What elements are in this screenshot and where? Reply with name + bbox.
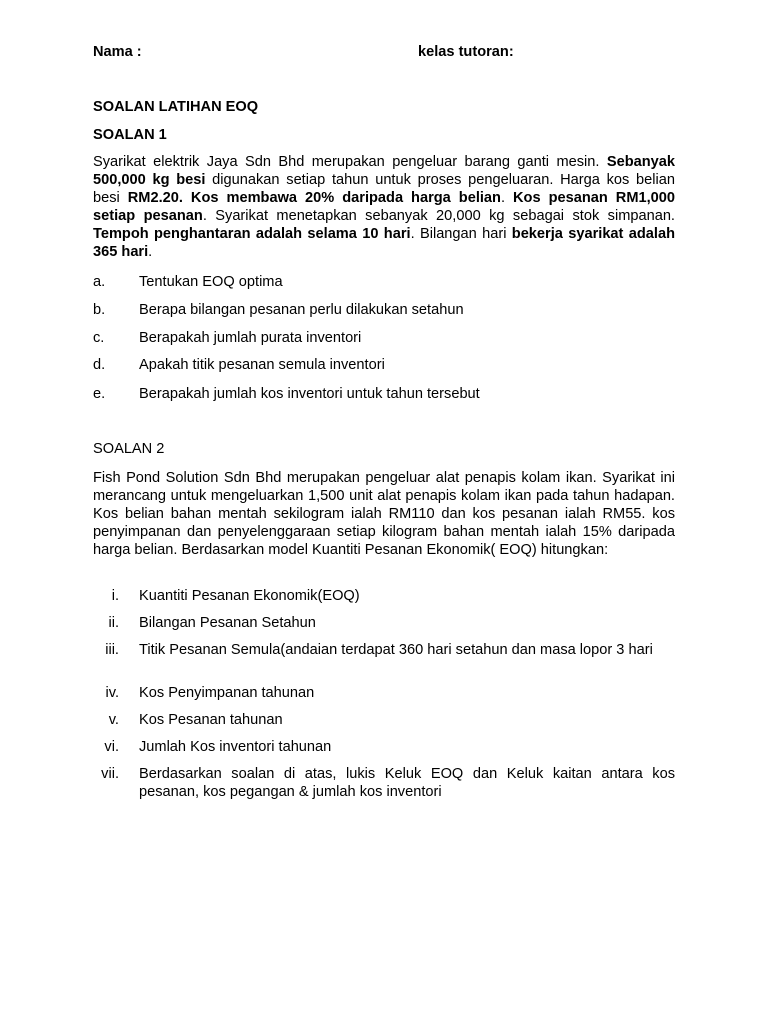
document-title: SOALAN LATIHAN EOQ <box>93 99 259 115</box>
list-item-text: Berapakah jumlah purata inventori <box>139 330 362 346</box>
list-item <box>93 684 675 711</box>
list-item-text: Apakah titik pesanan semula inventori <box>139 357 385 373</box>
list-marker: b. <box>93 302 106 318</box>
q1-text-part: . <box>148 244 153 260</box>
q1-bold-part: Sebanyak 500,000 kg besi <box>93 154 675 188</box>
list-item <box>93 356 675 385</box>
header-row <box>93 43 675 61</box>
soalan-1-paragraph <box>93 153 675 261</box>
list-item-text: Titik Pesanan Semula(andaian terdapat 360 hari setahun dan masa lopor 3 hari <box>139 642 653 658</box>
list-item <box>93 385 675 413</box>
list-marker: c. <box>93 330 105 346</box>
list-item-text: Bilangan Pesanan Setahun <box>139 615 316 631</box>
q1-bold-part: RM2.20. Kos membawa 20% daripada harga belian <box>127 190 501 206</box>
soalan-2-heading: SOALAN 2 <box>93 441 165 457</box>
q1-bold-part: bekerja syarikat adalah 365 hari <box>93 226 675 260</box>
list-marker: a. <box>93 274 106 290</box>
soalan-1-list <box>93 273 675 413</box>
list-marker: v. <box>108 712 119 728</box>
q1-bold-part: Tempoh penghantaran adalah selama 10 hari <box>93 226 411 242</box>
q1-text-part: digunakan setiap tahun untuk proses pengeluaran. Harga kos belian besi <box>93 172 675 206</box>
list-item-text: Kos Pesanan tahunan <box>139 712 283 728</box>
list-marker: vii. <box>101 766 119 782</box>
list-marker: ii. <box>108 615 119 631</box>
q1-text-part: . <box>500 190 514 206</box>
soalan-2-paragraph: Fish Pond Solution Sdn Bhd merupakan pengeluar alat penapis kolam ikan. Syarikat ini merancang untuk mengeluarkan 1,500 unit alat penapis kolam ikan pada tahun hadapan. Kos belian bahan mentah sekilogram ialah RM110 dan kos pesanan ialah RM55. kos penyimpanan dan penyelenggaraan setiap kilogram bahan mentah ialah 15% daripada harga belian. Berdasarkan model Kuantiti Pesanan Ekonomik( EOQ) hitungkan: <box>93 470 675 558</box>
list-item-text: Berdasarkan soalan di atas, lukis Keluk EOQ dan Keluk kaitan antara kos pesanan, kos pegangan & jumlah kos inventori <box>139 766 675 800</box>
list-item-text: Kos Penyimpanan tahunan <box>139 685 315 701</box>
list-marker: vi. <box>104 739 119 755</box>
list-marker: i. <box>111 588 119 604</box>
soalan-1-heading: SOALAN 1 <box>93 127 167 143</box>
list-item <box>93 301 675 329</box>
q1-text-part: . Syarikat menetapkan sebanyak 20,000 kg sebagai stok simpanan. <box>202 208 675 224</box>
list-marker: iii. <box>105 642 119 658</box>
kelas-tutoran-label: kelas tutoran: <box>418 44 514 60</box>
q1-bold-part: Kos pesanan RM1,000 setiap pesanan <box>93 190 675 224</box>
list-item <box>93 329 675 356</box>
list-item <box>93 587 675 614</box>
list-item <box>93 273 675 301</box>
list-item-text: Berapakah jumlah kos inventori untuk tahun tersebut <box>139 386 480 402</box>
list-item-text: Kuantiti Pesanan Ekonomik(EOQ) <box>139 588 360 604</box>
list-marker: d. <box>93 357 106 373</box>
q1-text-part: . Bilangan hari <box>410 226 512 242</box>
list-marker: e. <box>93 386 106 402</box>
list-item-text: Berapa bilangan pesanan perlu dilakukan setahun <box>139 302 464 318</box>
list-marker: iv. <box>105 685 119 701</box>
list-item-text: Tentukan EOQ optima <box>139 274 283 290</box>
soalan-2-list <box>93 587 675 801</box>
list-item-text: Jumlah Kos inventori tahunan <box>139 739 332 755</box>
list-item <box>93 765 675 801</box>
list-item <box>93 614 675 641</box>
list-item <box>93 711 675 738</box>
nama-label: Nama : <box>93 44 142 60</box>
list-item <box>93 641 675 684</box>
list-item <box>93 738 675 765</box>
q1-text-part: Syarikat elektrik Jaya Sdn Bhd merupakan pengeluar barang ganti mesin. <box>93 154 607 170</box>
